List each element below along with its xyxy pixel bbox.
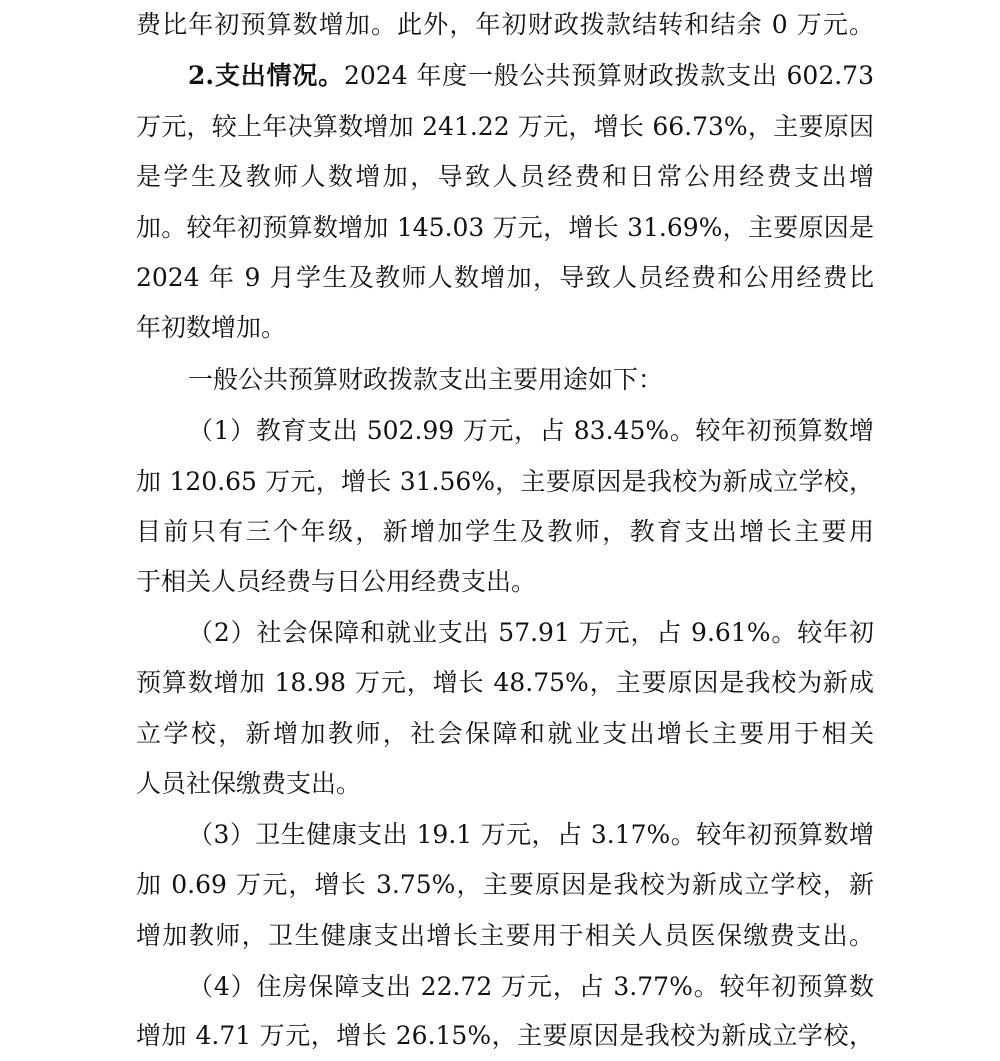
health-paragraph-line-1: （3）卫生健康支出 19.1 万元，占 3.17%。较年初预算数增	[188, 820, 874, 849]
health-paragraph-line-3: 增加教师，卫生健康支出增长主要用于相关人员医保缴费支出。	[136, 921, 874, 950]
expenditure-heading: 2.支出情况。	[188, 61, 344, 90]
expenditure-paragraph-text: 2024 年度一般公共预算财政拨款支出 602.73	[343, 61, 874, 90]
revenue-summary-line: 费比年初预算数增加。此外，年初财政拨款结转和结余 0 万元。	[136, 10, 874, 39]
education-paragraph-line-4: 于相关人员经费与日公用经费支出。	[136, 567, 537, 596]
usage-intro-line: 一般公共预算财政拨款支出主要用途如下：	[188, 365, 664, 394]
health-paragraph-line-2: 加 0.69 万元，增长 3.75%，主要原因是我校为新成立学校，新	[136, 870, 874, 899]
expenditure-paragraph-line-4: 加。较年初预算数增加 145.03 万元，增长 31.69%，主要原因是	[136, 213, 874, 242]
social-security-paragraph-line-1: （2）社会保障和就业支出 57.91 万元，占 9.61%。较年初	[188, 618, 874, 647]
education-paragraph-line-2: 加 120.65 万元，增长 31.56%，主要原因是我校为新成立学校，	[136, 467, 874, 496]
housing-paragraph-line-2: 增加 4.71 万元，增长 26.15%，主要原因是我校为新成立学校，	[136, 1021, 874, 1050]
education-paragraph-line-1: （1）教育支出 502.99 万元，占 83.45%。较年初预算数增	[188, 416, 874, 445]
social-security-paragraph-line-4: 人员社保缴费支出。	[136, 769, 362, 798]
expenditure-paragraph-line-5: 2024 年 9 月学生及教师人数增加，导致人员经费和公用经费比	[136, 263, 874, 292]
housing-paragraph-line-1: （4）住房保障支出 22.72 万元，占 3.77%。较年初预算数	[188, 972, 874, 1001]
expenditure-paragraph-line-1	[188, 51, 874, 101]
social-security-paragraph-line-3: 立学校，新增加教师，社会保障和就业支出增长主要用于相关	[136, 719, 874, 748]
expenditure-paragraph-line-2: 万元，较上年决算数增加 241.22 万元，增长 66.73%，主要原因	[136, 112, 874, 141]
education-paragraph-line-3: 目前只有三个年级，新增加学生及教师，教育支出增长主要用	[136, 517, 874, 546]
expenditure-paragraph-line-3: 是学生及教师人数增加，导致人员经费和日常公用经费支出增	[136, 162, 874, 191]
social-security-paragraph-line-2: 预算数增加 18.98 万元，增长 48.75%，主要原因是我校为新成	[136, 668, 874, 697]
expenditure-paragraph-line-6: 年初数增加。	[136, 313, 287, 342]
